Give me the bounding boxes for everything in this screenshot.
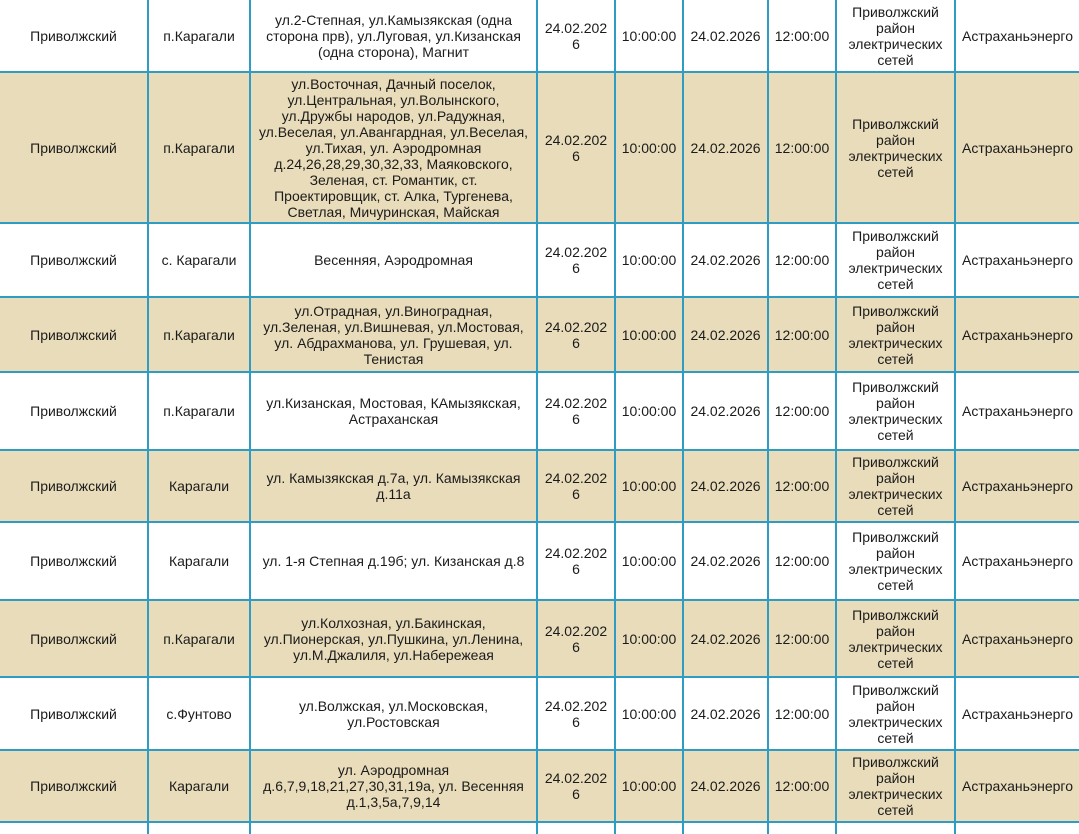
cell-end-time: 12:00:00 xyxy=(768,600,836,677)
cell-settlement: Карагали xyxy=(148,522,250,600)
cell-company: Астраханьэнерго xyxy=(955,600,1079,677)
cell-empty xyxy=(0,822,148,834)
outage-row xyxy=(0,750,1079,822)
cell-district: Приволжский xyxy=(0,297,148,372)
outage-row xyxy=(0,450,1079,522)
cell-streets: ул.Восточная, Дачный поселок, ул.Центральная, ул.Волынского, ул.Дружбы народов, ул.Радужная, ул.Веселая, ул.Авангардная, ул.Веселая, ул.Тихая, ул. Аэродромная д.24,26,28,29,30,32,33, Маяковского, Зеленая, ст. Романтик, ст. Проектировщик, ст. Алка, Тургенева, Светлая, Мичуринская, Майская xyxy=(250,72,537,223)
cell-start-date: 24.02.2026 xyxy=(537,600,615,677)
cell-start-date: 24.02.2026 xyxy=(537,677,615,750)
outage-row xyxy=(0,72,1079,223)
cell-settlement: Карагали xyxy=(148,750,250,822)
cell-district: Приволжский xyxy=(0,0,148,72)
cell-company: Астраханьэнерго xyxy=(955,223,1079,297)
cell-start-date: 24.02.2026 xyxy=(537,750,615,822)
cell-district: Приволжский xyxy=(0,372,148,450)
cell-streets: ул. Аэродромная д.6,7,9,18,21,27,30,31,19а, ул. Весенняя д.1,3,5а,7,9,14 xyxy=(250,750,537,822)
cell-streets: ул.Волжская, ул.Московская, ул.Ростовская xyxy=(250,677,537,750)
cell-company: Астраханьэнерго xyxy=(955,450,1079,522)
cell-end-date: 24.02.2026 xyxy=(683,450,768,522)
outage-row xyxy=(0,372,1079,450)
cell-org: Приволжский район электрических сетей xyxy=(836,600,955,677)
cell-district: Приволжский xyxy=(0,450,148,522)
cell-end-time: 12:00:00 xyxy=(768,72,836,223)
cell-start-time: 10:00:00 xyxy=(615,297,683,372)
cell-org: Приволжский район электрических сетей xyxy=(836,72,955,223)
cell-end-time: 12:00:00 xyxy=(768,372,836,450)
cell-start-time: 10:00:00 xyxy=(615,372,683,450)
outage-row xyxy=(0,677,1079,750)
outage-row xyxy=(0,600,1079,677)
cell-company: Астраханьэнерго xyxy=(955,72,1079,223)
cell-start-time: 10:00:00 xyxy=(615,750,683,822)
cell-start-date: 24.02.2026 xyxy=(537,297,615,372)
cell-company: Астраханьэнерго xyxy=(955,677,1079,750)
cell-district: Приволжский xyxy=(0,72,148,223)
cell-company: Астраханьэнерго xyxy=(955,522,1079,600)
outage-row-partial xyxy=(0,822,1079,834)
outage-row xyxy=(0,223,1079,297)
cell-district: Приволжский xyxy=(0,677,148,750)
cell-company: Астраханьэнерго xyxy=(955,0,1079,72)
cell-end-date: 24.02.2026 xyxy=(683,750,768,822)
cell-end-date: 24.02.2026 xyxy=(683,72,768,223)
outage-row xyxy=(0,522,1079,600)
cell-settlement: с. Карагали xyxy=(148,223,250,297)
cell-district: Приволжский xyxy=(0,522,148,600)
cell-start-date: 24.02.2026 xyxy=(537,450,615,522)
cell-start-time: 10:00:00 xyxy=(615,223,683,297)
cell-streets: ул.Отрадная, ул.Виноградная, ул.Зеленая, ул.Вишневая, ул.Мостовая, ул. Абдрахманова, ул. Грушевая, ул. Тенистая xyxy=(250,297,537,372)
cell-end-date: 24.02.2026 xyxy=(683,0,768,72)
cell-end-date: 24.02.2026 xyxy=(683,522,768,600)
cell-end-date: 24.02.2026 xyxy=(683,223,768,297)
cell-empty xyxy=(836,822,955,834)
cell-empty xyxy=(537,822,615,834)
outage-row xyxy=(0,0,1079,72)
cell-end-date: 24.02.2026 xyxy=(683,600,768,677)
cell-org: Приволжский район электрических сетей xyxy=(836,677,955,750)
cell-org: Приволжский район электрических сетей xyxy=(836,297,955,372)
cell-end-time: 12:00:00 xyxy=(768,450,836,522)
cell-district: Приволжский xyxy=(0,750,148,822)
cell-end-time: 12:00:00 xyxy=(768,677,836,750)
cell-settlement: п.Карагали xyxy=(148,600,250,677)
cell-end-time: 12:00:00 xyxy=(768,0,836,72)
cell-empty xyxy=(768,822,836,834)
cell-empty xyxy=(148,822,250,834)
cell-settlement: с.Фунтово xyxy=(148,677,250,750)
cell-streets: ул.2-Степная, ул.Камызякская (одна сторона прв), ул.Луговая, ул.Кизанская (одна сторона), Магнит xyxy=(250,0,537,72)
cell-empty xyxy=(683,822,768,834)
cell-org: Приволжский район электрических сетей xyxy=(836,750,955,822)
cell-empty xyxy=(955,822,1079,834)
cell-start-time: 10:00:00 xyxy=(615,600,683,677)
cell-settlement: п.Карагали xyxy=(148,372,250,450)
cell-start-time: 10:00:00 xyxy=(615,677,683,750)
cell-end-time: 12:00:00 xyxy=(768,750,836,822)
cell-streets: ул.Кизанская, Мостовая, КАмызякская, Астраханская xyxy=(250,372,537,450)
cell-streets: ул.Колхозная, ул.Бакинская, ул.Пионерская, ул.Пушкина, ул.Ленина, ул.М.Джалиля, ул.Набережеая xyxy=(250,600,537,677)
cell-district: Приволжский xyxy=(0,223,148,297)
cell-company: Астраханьэнерго xyxy=(955,297,1079,372)
cell-streets: Весенняя, Аэродромная xyxy=(250,223,537,297)
outage-row xyxy=(0,297,1079,372)
cell-empty xyxy=(250,822,537,834)
cell-streets: ул. 1-я Степная д.19б; ул. Кизанская д.8 xyxy=(250,522,537,600)
cell-org: Приволжский район электрических сетей xyxy=(836,223,955,297)
cell-org: Приволжский район электрических сетей xyxy=(836,372,955,450)
cell-start-date: 24.02.2026 xyxy=(537,72,615,223)
cell-settlement: п.Карагали xyxy=(148,72,250,223)
cell-start-time: 10:00:00 xyxy=(615,0,683,72)
cell-company: Астраханьэнерго xyxy=(955,372,1079,450)
cell-end-time: 12:00:00 xyxy=(768,297,836,372)
cell-settlement: п.Карагали xyxy=(148,0,250,72)
cell-org: Приволжский район электрических сетей xyxy=(836,450,955,522)
cell-start-date: 24.02.2026 xyxy=(537,0,615,72)
cell-end-date: 24.02.2026 xyxy=(683,297,768,372)
cell-empty xyxy=(615,822,683,834)
cell-district: Приволжский xyxy=(0,600,148,677)
cell-end-date: 24.02.2026 xyxy=(683,677,768,750)
cell-settlement: п.Карагали xyxy=(148,297,250,372)
cell-end-time: 12:00:00 xyxy=(768,522,836,600)
cell-org: Приволжский район электрических сетей xyxy=(836,0,955,72)
cell-start-time: 10:00:00 xyxy=(615,72,683,223)
cell-start-time: 10:00:00 xyxy=(615,522,683,600)
cell-start-time: 10:00:00 xyxy=(615,450,683,522)
cell-org: Приволжский район электрических сетей xyxy=(836,522,955,600)
cell-start-date: 24.02.2026 xyxy=(537,223,615,297)
cell-streets: ул. Камызякская д.7а, ул. Камызякская д.11а xyxy=(250,450,537,522)
cell-settlement: Карагали xyxy=(148,450,250,522)
cell-company: Астраханьэнерго xyxy=(955,750,1079,822)
cell-start-date: 24.02.2026 xyxy=(537,372,615,450)
cell-start-date: 24.02.2026 xyxy=(537,522,615,600)
cell-end-time: 12:00:00 xyxy=(768,223,836,297)
cell-end-date: 24.02.2026 xyxy=(683,372,768,450)
